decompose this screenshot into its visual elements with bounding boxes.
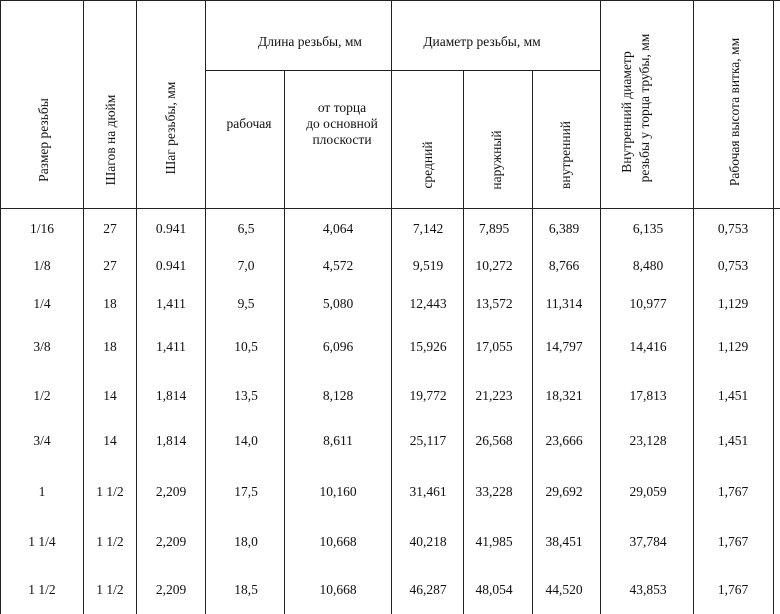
table-cell: 18,321 [545,388,583,403]
header-diam-mid: средний [420,141,435,189]
table-cell: 1,411 [156,339,186,354]
table-cell: 19,772 [409,388,447,403]
table-cell: 26,568 [475,433,513,448]
table-cell: 1,814 [155,388,187,403]
col-border-1 [83,0,84,614]
table-cell: 0.941 [155,258,187,273]
table-cell: 1 1/2 [28,582,56,597]
table-cell: 33,228 [475,484,513,499]
table-cell: 18,5 [234,582,258,597]
table-cell: 0.941 [155,221,187,236]
table-cell: 14,797 [545,339,583,354]
table-cell: 7,0 [237,258,255,273]
header-inner-pipe-line2: резьбы у торца трубы, мм [637,33,652,183]
table-cell: 14 [103,433,117,448]
table-cell: 10,668 [319,582,357,597]
table-cell: 8,128 [322,388,354,403]
header-inner-pipe-line1: Внутренний диаметр [619,51,634,173]
table-cell: 1,129 [717,339,749,354]
table-cell: 23,128 [629,433,667,448]
table-cell: 17,813 [629,388,667,403]
header-length-group: Длина резьбы, мм [258,34,362,49]
table-cell: 13,572 [475,296,513,311]
header-size: Размер резьбы [36,98,51,182]
header-diameter-group: Диаметр резьбы, мм [423,34,541,49]
table-cell: 2,209 [155,582,187,597]
table-cell: 1,129 [717,296,749,311]
table-cell: 43,853 [629,582,667,597]
table-cell: 7,895 [478,221,510,236]
table-cell: 38,451 [545,534,583,549]
col-border-2 [136,0,137,614]
table-cell: 10,272 [475,258,513,273]
col-border-0 [0,0,1,614]
col-border-7 [532,70,533,614]
table-cell: 17,055 [475,339,513,354]
table-cell: 48,054 [475,582,513,597]
table-cell: 1/2 [33,388,51,403]
table-cell: 1,767 [717,582,749,597]
table-cell: 1,814 [155,433,187,448]
table-cell: 41,985 [475,534,513,549]
table-cell: 6,135 [632,221,664,236]
table-cell: 37,784 [629,534,667,549]
table-cell: 4,572 [322,258,354,273]
table-cell: 31,461 [409,484,447,499]
table-cell: 4,064 [322,221,354,236]
table-cell: 3/8 [33,339,51,354]
table-cell: 40,218 [409,534,447,549]
table-cell: 1 1/2 [96,582,124,597]
header-tpi: Шагов на дюйм [103,94,118,186]
table-cell: 10,977 [629,296,667,311]
table-cell: 1,767 [717,484,749,499]
table-cell: 18 [103,296,117,311]
table-cell: 25,117 [409,433,447,448]
table-cell: 15,926 [409,339,447,354]
table-cell: 1/16 [29,221,55,236]
table-cell: 23,666 [545,433,583,448]
table-cell: 14 [103,388,117,403]
col-border-4 [284,70,285,614]
table-cell: 1,451 [717,388,749,403]
table-cell: 21,223 [475,388,513,403]
table-cell: 27 [103,258,117,273]
table-cell: 8,611 [323,433,353,448]
table-cell: 1 1/4 [28,534,56,549]
subheader-divider [205,70,600,71]
table-cell: 3/4 [33,433,51,448]
header-pitch: Шаг резьбы, мм [163,81,178,175]
table-cell: 10,668 [319,534,357,549]
table-cell: 8,480 [632,258,664,273]
header-diam-outer: наружный [489,130,504,190]
table-cell: 8,766 [548,258,580,273]
table-cell: 1/4 [33,296,51,311]
header-bottom-border [0,208,780,209]
col-border-3 [205,0,206,614]
table-cell: 9,519 [412,258,444,273]
table-cell: 14,0 [234,433,258,448]
table-cell: 6,096 [322,339,354,354]
table-cell: 12,443 [409,296,447,311]
table-cell: 7,142 [412,221,444,236]
table-cell: 10,5 [234,339,258,354]
table-cell: 1 1/2 [96,484,124,499]
table-cell: 6,389 [548,221,580,236]
table-cell: 17,5 [234,484,258,499]
table-cell: 14,416 [629,339,667,354]
col-border-8 [600,0,601,614]
table-cell: 1,411 [156,296,186,311]
header-length-work: рабочая [226,116,272,131]
table-cell: 2,209 [155,534,187,549]
table-cell: 29,059 [629,484,667,499]
table-cell: 1,451 [717,433,749,448]
table-cell: 18,0 [234,534,258,549]
col-border-5 [391,0,392,614]
header-work-height: Рабочая высота витка, мм [727,37,742,187]
col-border-9 [693,0,694,614]
table-cell: 0,753 [717,221,749,236]
table-cell: 1 [38,484,46,499]
header-diam-inner: внутренний [558,120,573,190]
table-top-border [0,0,780,1]
table-cell: 29,692 [545,484,583,499]
table-cell: 11,314 [545,296,583,311]
table-cell: 2,209 [155,484,187,499]
table-cell: 0,753 [717,258,749,273]
table-cell: 1/8 [33,258,51,273]
col-border-10 [773,0,774,614]
table-cell: 1 1/2 [96,534,124,549]
table-cell: 18 [103,339,117,354]
table-cell: 1,767 [717,534,749,549]
table-cell: 44,520 [545,582,583,597]
table-cell: 13,5 [234,388,258,403]
col-border-6 [463,70,464,614]
table-cell: 10,160 [319,484,357,499]
table-cell: 46,287 [409,582,447,597]
header-length-from-end: от торца до основной плоскости [306,100,378,147]
table-cell: 6,5 [237,221,255,236]
table-cell: 9,5 [237,296,255,311]
table-cell: 5,080 [322,296,354,311]
table-cell: 27 [103,221,117,236]
